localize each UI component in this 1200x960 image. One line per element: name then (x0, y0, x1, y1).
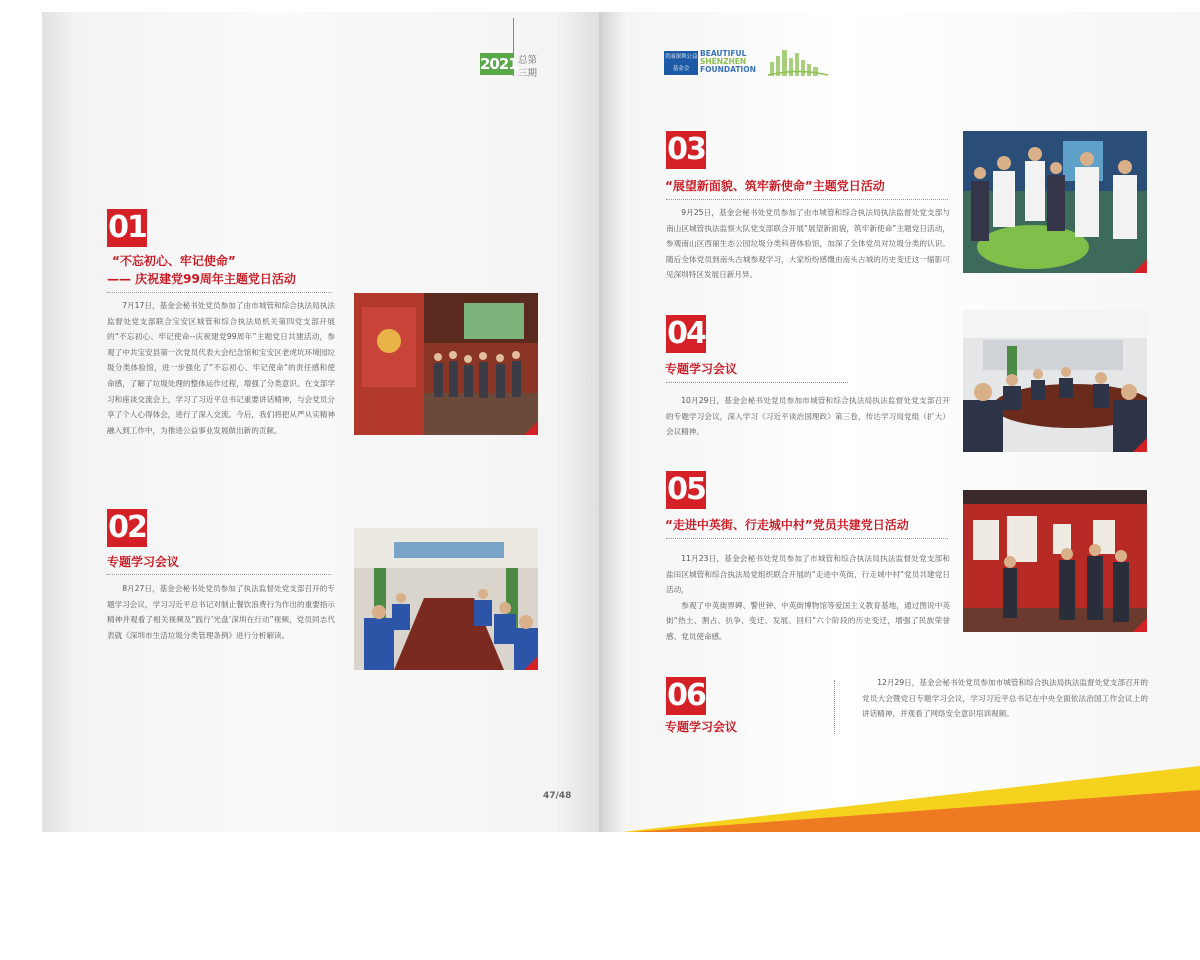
section-01-paragraph: 7月17日，基金会秘书处党员参加了由市城管和综合执法局执法监督处党支部联合宝安区城管和综合执法局机关第四党支部开展的“不忘初心、牢记使命--庆祝建党99周年”主题党日共建活动，参观了中共宝安县第一次党员代表大会纪念馆和宝安区老虎坑环境园垃圾分类体验馆，进一步强化了“不忘初心、牢记使命”的责任感和使命感，了解了垃圾处理的整体运作过程，增强了分类意识。在支部学习和座谈交流会上，学习了习近平总书记重要讲话精神，与会党员分享了个人心得体会，进行了深入交流。今后，我们将把从严从实精神融入到工作中，为推进公益事业发展做出新的贡献。 (107, 301, 335, 435)
section-05-paragraph-1: 11月23日，基金会秘书处党员参加了市城管和综合执法局执法监督处党支部和盐田区城管和综合执法局党组织联合开展的“走进中英街，行走城中村”党员共建党日活动， (666, 554, 950, 595)
section-number-04: 04 (667, 316, 705, 351)
section-number-05: 05 (667, 472, 705, 507)
memorial-hall-visit-photo (354, 293, 538, 435)
section-02-body (107, 581, 335, 643)
section-03-divider (666, 199, 948, 200)
section-04-body (666, 393, 950, 440)
section-01-title-line-1: “不忘初心、牢记使命” (112, 254, 236, 268)
section-02-paragraph: 8月27日，基金会秘书处党员参加了执法监督处党支部召开的专题学习会议，学习习近平总书记对制止餐饮浪费行为作出的重要指示精神并观看了相关视频及“践行‘光盘’深圳在行动”视频，党员同志代表就《深圳市生活垃圾分类管理条例》进行分析解读。 (107, 584, 335, 640)
section-02-title: 专题学习会议 (107, 555, 180, 569)
photo-corner-mark (524, 656, 538, 670)
city-skyline-icon (768, 48, 828, 76)
decorative-color-bands (602, 760, 1200, 832)
section-03-body (666, 205, 950, 283)
section-01-body (107, 298, 335, 438)
section-05-title: “走进中英街、行走城中村”党员共建党日活动 (665, 518, 909, 532)
conference-room-photo-art (963, 310, 1147, 452)
section-number-03: 03 (667, 132, 705, 167)
photo-corner-mark (524, 421, 538, 435)
year-badge: 2021 (480, 55, 518, 73)
science-museum-visit-photo-art (963, 131, 1147, 273)
section-01-title-line-2: —— 庆祝建党99周年主题党日活动 (107, 272, 296, 286)
foundation-logo-mark (664, 51, 698, 75)
section-number-01: 01 (108, 210, 146, 245)
section-number-02: 02 (108, 510, 146, 545)
section-05-divider (666, 538, 948, 539)
page-number: 47/48 (543, 791, 572, 801)
section-06-vertical-divider (834, 680, 835, 734)
science-museum-visit-photo (963, 131, 1147, 273)
logo-line-2: SHENZHEN (700, 57, 747, 66)
section-04-paragraph: 10月29日，基金会秘书处党员参加市城管和综合执法局执法监督处党支部召开的专题学习会议，深入学习《习近平谈治国理政》第三卷，传达学习局党组（扩大）会议精神。 (666, 396, 950, 437)
section-05-body (666, 551, 950, 645)
section-06-title: 专题学习会议 (665, 720, 738, 734)
section-06-paragraph: 12月29日，基金会秘书处党员参加市城管和综合执法局执法监督处党支部召开的党员大会暨党日专题学习会议，学习习近平总书记在中央全面依法治国工作会议上的讲话精神，并观看了网络安全意识培训视频。 (862, 678, 1148, 719)
study-meeting-photo-art (354, 528, 538, 670)
exhibition-hall-photo (963, 490, 1147, 632)
section-06-body (862, 675, 1148, 722)
section-number-06: 06 (667, 678, 705, 713)
photo-corner-mark (1133, 618, 1147, 632)
book-spine (599, 12, 602, 832)
logo-line-3: FOUNDATION (700, 65, 756, 74)
section-03-paragraph: 9月25日，基金会秘书处党员参加了由市城管和综合执法局执法监督处党支部与南山区城管执法监察大队党支部联合开展“展望新面貌，筑牢新使命”主题党日活动，参观南山区西丽生态公园垃圾分类科普体验馆，加深了全体党员对垃圾分类的认识。随后全体党员到南头古城参观学习，大家纷纷感慨由南头古城的历史变迁这一缩影可见深圳特区发展日新月异。 (666, 208, 950, 280)
foundation-logo-text (700, 50, 756, 74)
section-05-paragraph-2: 参观了中英街界碑、警世钟、中英街博物馆等爱国主义教育基地，通过图说中英街“热土、割占、抗争、变迁、发展、回归”六个阶段的历史变迁，增强了民族荣誉感、党员使命感。 (666, 600, 950, 641)
issue-label-bottom: 三期 (518, 68, 538, 79)
logo-cn-text: 美丽深圳公益基金会 (664, 54, 698, 72)
section-01-divider (107, 292, 331, 293)
study-meeting-photo (354, 528, 538, 670)
section-03-title: “展望新面貌、筑牢新使命”主题党日活动 (665, 179, 885, 193)
conference-room-photo (963, 310, 1147, 452)
photo-corner-mark (1133, 259, 1147, 273)
section-04-divider (666, 382, 848, 383)
section-02-divider (107, 574, 331, 575)
memorial-hall-visit-photo-art (354, 293, 538, 435)
issue-label-top: 总第 (518, 55, 538, 66)
section-04-title: 专题学习会议 (665, 362, 738, 376)
logo-line-1: BEAUTIFUL (700, 49, 747, 58)
photo-corner-mark (1133, 438, 1147, 452)
exhibition-hall-photo-art (963, 490, 1147, 632)
